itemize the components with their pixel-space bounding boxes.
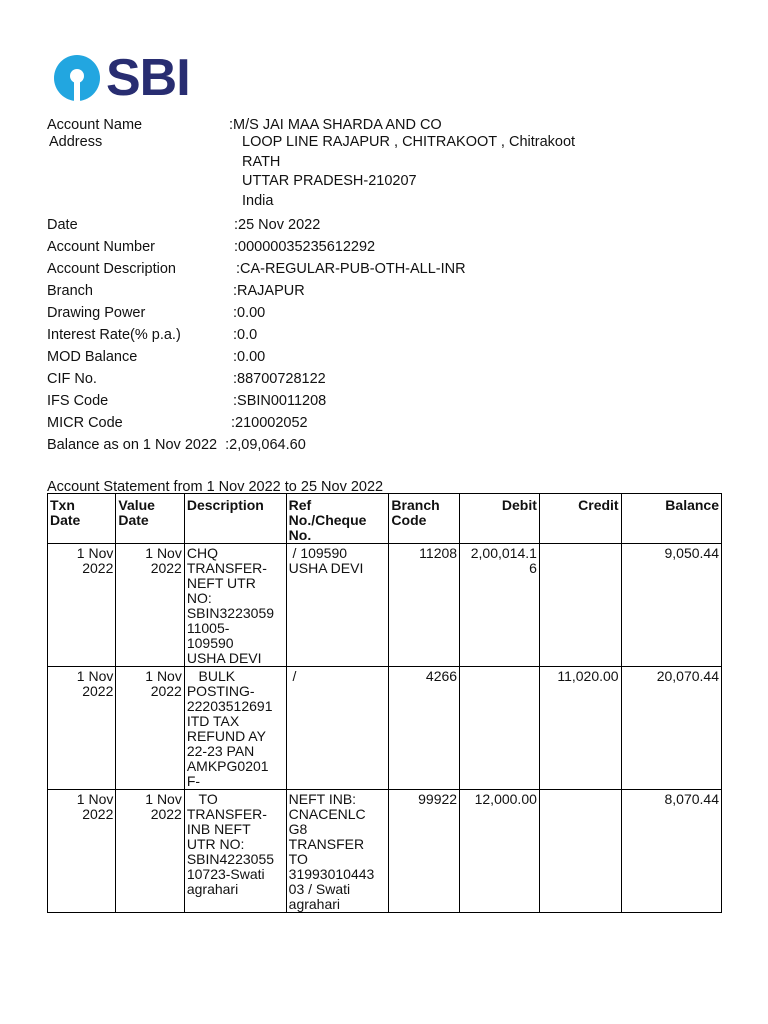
cell-description: CHQ TRANSFER- NEFT UTR NO: SBIN3223059 11005- 109590 USHA DEVI	[184, 544, 286, 667]
field-value: :0.00	[233, 305, 266, 321]
header-branch-code: Branch Code	[389, 494, 460, 544]
header-credit: Credit	[539, 494, 621, 544]
account-name-value: :M/S JAI MAA SHARDA AND CO	[229, 117, 442, 133]
field-value: :CA-REGULAR-PUB-OTH-ALL-INR	[236, 261, 466, 277]
cell-branch-code: 99922	[389, 790, 460, 913]
field-label: Date	[47, 217, 78, 233]
header-description: Description	[184, 494, 286, 544]
cell-txn-date: 1 Nov 2022	[48, 667, 116, 790]
table-header-row	[48, 494, 722, 544]
cell-ref: NEFT INB: CNACENLC G8 TRANSFER TO 31993010443 03 / Swati agrahari	[286, 790, 389, 913]
cell-balance: 20,070.44	[621, 667, 721, 790]
address-line-2: RATH	[242, 154, 281, 170]
sbi-logo	[54, 49, 190, 107]
logo-text: SBI	[106, 49, 190, 107]
field-value: :00000035235612292	[234, 239, 376, 255]
field-label: MICR Code	[47, 415, 123, 431]
address-line-4: India	[242, 193, 274, 209]
header-value-date: Value Date	[116, 494, 184, 544]
table-row	[48, 544, 722, 667]
cell-debit	[460, 667, 540, 790]
cell-description: TO TRANSFER- INB NEFT UTR NO: SBIN4223055 10723-Swati agrahari	[184, 790, 286, 913]
field-label: Branch	[47, 283, 93, 299]
field-value: :SBIN0011208	[233, 393, 327, 409]
field-label: Drawing Power	[47, 305, 146, 321]
cell-value-date: 1 Nov 2022	[116, 667, 184, 790]
field-value: :88700728122	[233, 371, 326, 387]
cell-ref: /	[286, 667, 389, 790]
field-label: IFS Code	[47, 393, 109, 409]
field-label: MOD Balance	[47, 349, 138, 365]
header-txn-date: Txn Date	[48, 494, 116, 544]
address-label: Address	[49, 134, 103, 150]
field-label: CIF No.	[47, 371, 97, 387]
cell-balance: 8,070.44	[621, 790, 721, 913]
field-label: Interest Rate(% p.a.)	[47, 327, 181, 343]
cell-credit	[539, 544, 621, 667]
header-debit: Debit	[460, 494, 540, 544]
account-name-label: Account Name	[47, 117, 143, 133]
table-row	[48, 790, 722, 913]
header-ref: Ref No./Cheque No.	[286, 494, 389, 544]
cell-credit: 11,020.00	[539, 667, 621, 790]
cell-debit: 2,00,014.1 6	[460, 544, 540, 667]
field-value: :0.00	[233, 349, 266, 365]
field-value: :0.0	[233, 327, 258, 343]
table-row	[48, 667, 722, 790]
address-line-3: UTTAR PRADESH-210207	[242, 173, 417, 189]
cell-txn-date: 1 Nov 2022	[48, 544, 116, 667]
cell-value-date: 1 Nov 2022	[116, 544, 184, 667]
cell-ref: / 109590 USHA DEVI	[286, 544, 389, 667]
field-label: Account Number	[47, 239, 155, 255]
header-balance: Balance	[621, 494, 721, 544]
cell-debit: 12,000.00	[460, 790, 540, 913]
opening-balance: Balance as on 1 Nov 2022 :2,09,064.60	[47, 437, 306, 453]
cell-branch-code: 11208	[389, 544, 460, 667]
statement-title: Account Statement from 1 Nov 2022 to 25 Nov 2022	[47, 479, 384, 495]
address-line-1: LOOP LINE RAJAPUR , CHITRAKOOT , Chitrakoot	[242, 134, 576, 150]
sbi-logo-icon	[54, 55, 100, 101]
field-value: :RAJAPUR	[233, 283, 305, 299]
field-value: :25 Nov 2022	[234, 217, 321, 233]
field-label: Account Description	[47, 261, 176, 277]
field-value: :210002052	[231, 415, 308, 431]
cell-branch-code: 4266	[389, 667, 460, 790]
cell-description: BULK POSTING- 22203512691 ITD TAX REFUND AY 22-23 PAN AMKPG0201 F-	[184, 667, 286, 790]
cell-balance: 9,050.44	[621, 544, 721, 667]
cell-credit	[539, 790, 621, 913]
transactions-table	[47, 493, 722, 913]
cell-txn-date: 1 Nov 2022	[48, 790, 116, 913]
cell-value-date: 1 Nov 2022	[116, 790, 184, 913]
